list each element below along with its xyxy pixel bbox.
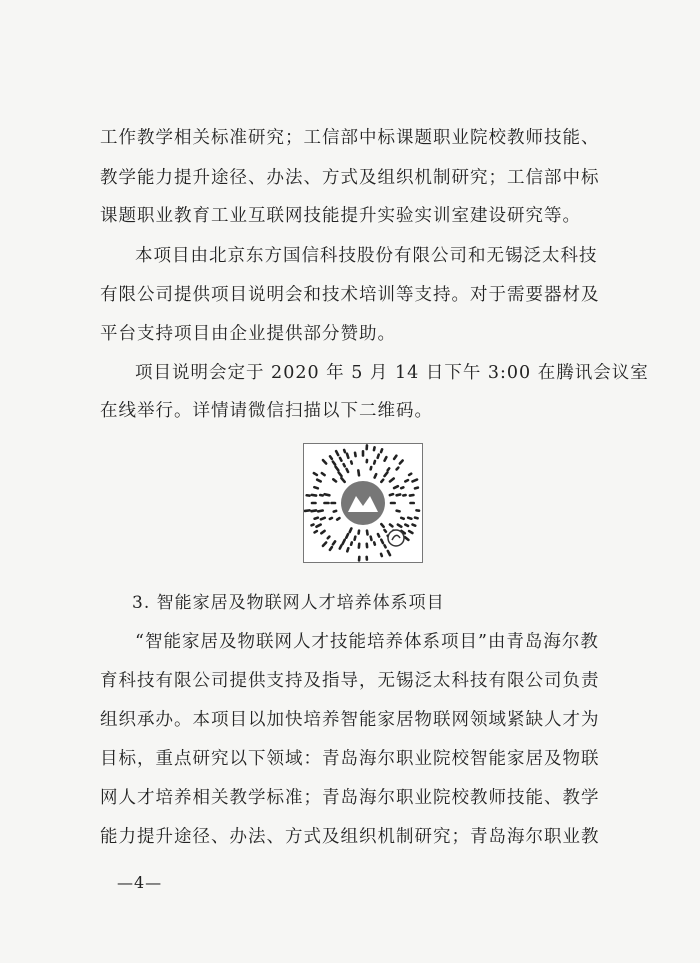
paragraph-line: 育科技有限公司提供支持及指导，无锡泛太科技有限公司负责 [100, 671, 600, 691]
paragraph-line: 目标，重点研究以下领域：青岛海尔职业院校智能家居及物联 [100, 749, 600, 769]
paragraph-line: 网人才培养相关教学标准；青岛海尔职业院校教师技能、教学 [100, 788, 600, 808]
paragraph-line: 平台支持项目由企业提供部分赞助。 [100, 324, 396, 344]
paragraph-line: 有限公司提供项目说明会和技术培训等支持。对于需要器材及 [100, 285, 600, 305]
paragraph-line: 能力提升途径、办法、方式及组织机制研究；青岛海尔职业教 [100, 827, 600, 847]
paragraph-line: 在线举行。详情请微信扫描以下二维码。 [100, 401, 433, 421]
qr-code-icon[interactable] [303, 443, 423, 563]
paragraph-line: “智能家居及物联网人才技能培养体系项目”由青岛海尔教 [135, 632, 599, 652]
paragraph-line: 本项目由北京东方国信科技股份有限公司和无锡泛太科技 [135, 246, 598, 266]
paragraph-line: 工作教学相关标准研究；工信部中标课题职业院校教师技能、 [100, 128, 600, 148]
page-number: —4— [117, 873, 163, 892]
paragraph-line: 项目说明会定于 2020 年 5 月 14 日下午 3:00 在腾讯会议室 [135, 363, 649, 383]
section-heading: 3. 智能家居及物联网人才培养体系项目 [132, 593, 445, 613]
paragraph-line: 组织承办。本项目以加快培养智能家居物联网领域紧缺人才为 [100, 710, 600, 730]
mini-program-qr-code-icon [304, 444, 422, 562]
paragraph-line: 课题职业教育工业互联网技能提升实验实训室建设研究等。 [100, 206, 581, 226]
paragraph-line: 教学能力提升途径、办法、方式及组织机制研究；工信部中标 [100, 168, 600, 188]
